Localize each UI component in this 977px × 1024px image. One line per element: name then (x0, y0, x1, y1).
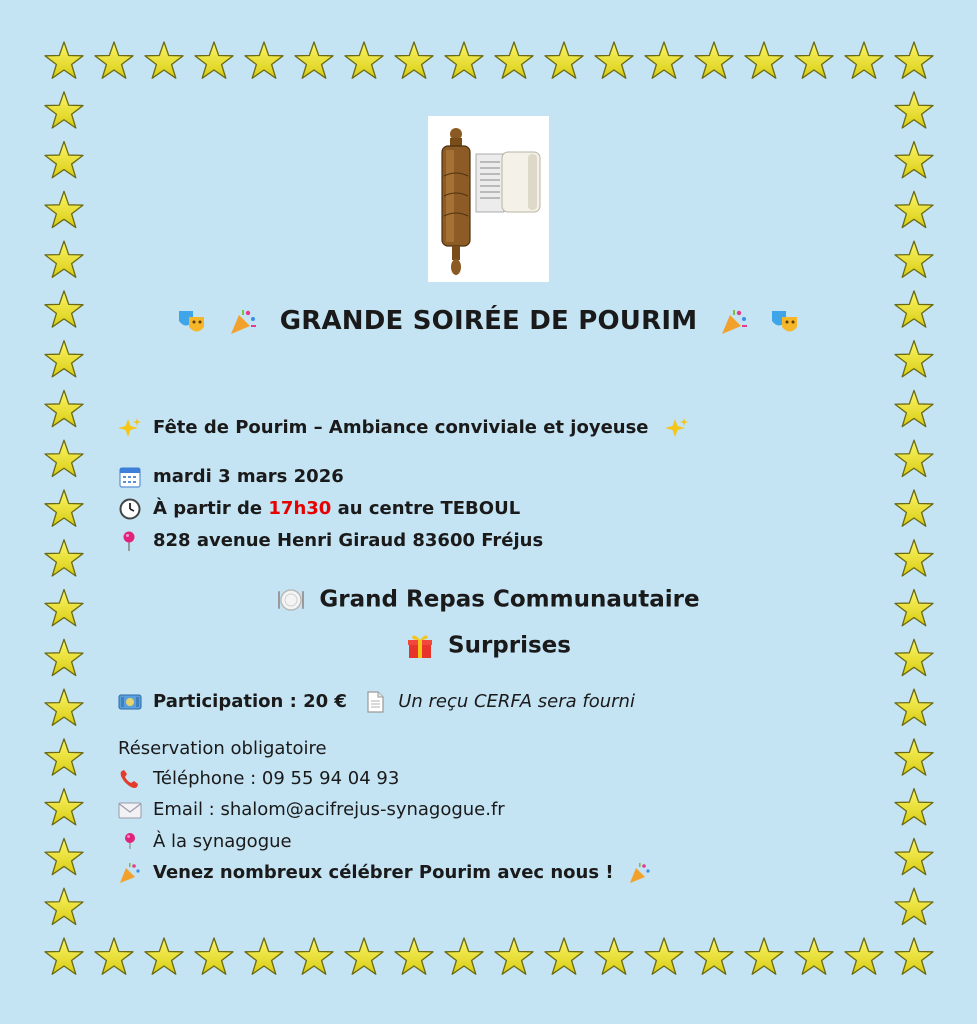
star-icon (895, 838, 933, 874)
star-icon (45, 789, 83, 825)
star-icon (895, 390, 933, 426)
date-row (118, 466, 344, 488)
star-icon (895, 92, 933, 128)
star-icon (195, 42, 233, 78)
address-row (118, 530, 543, 552)
star-icon (245, 938, 283, 974)
star-icon (495, 938, 533, 974)
synagogue-location: À la synagogue (153, 831, 292, 852)
calendar-icon (118, 466, 142, 488)
star-icon (145, 938, 183, 974)
gift-icon (406, 632, 434, 660)
document-icon (363, 691, 387, 713)
star-icon (45, 540, 83, 576)
star-icon (845, 42, 883, 78)
star-icon (45, 490, 83, 526)
star-icon (45, 440, 83, 476)
scroll-icon (428, 116, 549, 282)
star-icon (895, 191, 933, 227)
email-row (118, 799, 505, 821)
star-icon (695, 42, 733, 78)
star-icon (895, 241, 933, 277)
star-icon (95, 938, 133, 974)
star-icon (745, 42, 783, 78)
star-icon (895, 440, 933, 476)
sparkles-icon (118, 417, 142, 439)
star-icon (645, 42, 683, 78)
star-icon (95, 42, 133, 78)
star-icon (495, 42, 533, 78)
theater-masks-icon (177, 307, 207, 337)
plate-cutlery-icon (277, 586, 305, 614)
star-icon (295, 938, 333, 974)
email-address: Email : shalom@acifrejus-synagogue.fr (153, 799, 505, 820)
star-icon (45, 92, 83, 128)
time-prefix: À partir de (153, 498, 263, 519)
star-icon (345, 42, 383, 78)
star-icon (445, 938, 483, 974)
pushpin-icon (118, 530, 142, 552)
synagogue-row (118, 831, 292, 853)
star-icon (895, 938, 933, 974)
party-popper-icon (228, 307, 258, 337)
star-icon (545, 938, 583, 974)
star-icon (395, 938, 433, 974)
star-icon (795, 938, 833, 974)
reservation-required: Réservation obligatoire (118, 738, 327, 759)
party-popper-icon (118, 862, 142, 884)
star-icon (295, 42, 333, 78)
star-icon (695, 938, 733, 974)
phone-row (118, 768, 399, 790)
star-icon (45, 838, 83, 874)
round-pushpin-icon (118, 831, 142, 853)
surprises-row (0, 632, 977, 660)
star-icon (45, 142, 83, 178)
star-icon (895, 142, 933, 178)
event-address: 828 avenue Henri Giraud 83600 Fréjus (153, 530, 544, 551)
closing-row (118, 862, 663, 884)
star-icon (595, 42, 633, 78)
star-icon (45, 938, 83, 974)
star-icon (845, 938, 883, 974)
receipt-note: Un reçu CERFA sera fourni (398, 691, 635, 712)
surprises-label: Surprises (448, 632, 571, 659)
phone-icon (118, 768, 142, 790)
participation-price: Participation : 20 € (153, 691, 347, 712)
star-icon (795, 42, 833, 78)
star-icon (895, 739, 933, 775)
star-icon (345, 938, 383, 974)
star-icon (895, 689, 933, 725)
star-icon (895, 341, 933, 377)
star-icon (145, 42, 183, 78)
meal-row (0, 586, 977, 614)
party-popper-icon (719, 307, 749, 337)
party-popper-icon (628, 862, 652, 884)
closing-message: Venez nombreux célébrer Pourim avec nous ! (153, 862, 614, 883)
star-icon (45, 739, 83, 775)
phone-number: Téléphone : 09 55 94 04 93 (153, 768, 400, 789)
star-icon (745, 938, 783, 974)
star-icon (595, 938, 633, 974)
star-icon (45, 390, 83, 426)
star-icon (45, 42, 83, 78)
event-title-row (0, 306, 977, 337)
star-icon (45, 341, 83, 377)
star-icon (395, 42, 433, 78)
star-icon (445, 42, 483, 78)
event-date: mardi 3 mars 2026 (153, 466, 344, 487)
star-icon (45, 888, 83, 924)
event-title: GRANDE SOIRÉE DE POURIM (279, 306, 698, 336)
megillah-scroll-image (428, 116, 549, 282)
clock-icon (118, 498, 142, 520)
sparkles-icon (665, 417, 689, 439)
money-bill-icon (118, 691, 142, 713)
subtitle-row (118, 417, 700, 439)
star-icon (895, 540, 933, 576)
star-icon (45, 689, 83, 725)
meal-label: Grand Repas Communautaire (319, 586, 700, 613)
star-icon (45, 191, 83, 227)
star-icon (895, 888, 933, 924)
star-icon (245, 42, 283, 78)
star-icon (45, 241, 83, 277)
time-suffix: au centre TEBOUL (337, 498, 521, 519)
star-icon (545, 42, 583, 78)
star-icon (895, 490, 933, 526)
star-icon (895, 42, 933, 78)
star-icon (195, 938, 233, 974)
event-time: 17h30 (268, 498, 332, 519)
time-row (118, 498, 520, 520)
star-icon (895, 789, 933, 825)
envelope-icon (118, 799, 142, 821)
star-icon (645, 938, 683, 974)
subtitle: Fête de Pourim – Ambiance conviviale et joyeuse (153, 417, 649, 438)
participation-row (118, 691, 635, 713)
theater-masks-icon (770, 307, 800, 337)
